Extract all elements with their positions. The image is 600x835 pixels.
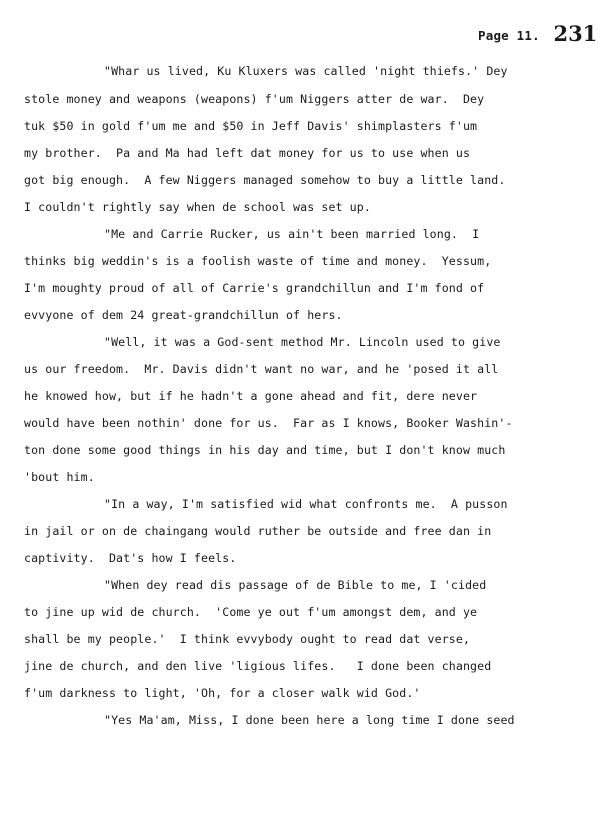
stamped-page-number: 231 [553, 21, 598, 46]
page-header [478, 20, 597, 45]
text-line: tuk $50 in gold f'um me and $50 in Jeff Davis' shimplasters f'um [24, 119, 478, 133]
text-line: in jail or on de chaingang would ruther be outside and free dan in [24, 524, 492, 538]
text-line: "When dey read dis passage of de Bible to me, I 'cided [104, 578, 487, 592]
text-line: to jine up wid de church. 'Come ye out f'um amongst dem, and ye [24, 605, 478, 619]
text-line: jine de church, and den live 'ligious lifes. I done been changed [24, 659, 492, 673]
text-line: my brother. Pa and Ma had left dat money for us to use when us [24, 146, 471, 160]
text-line: got big enough. A few Niggers managed somehow to buy a little land. [24, 173, 506, 187]
text-line: us our freedom. Mr. Davis didn't want no war, and he 'posed it all [24, 362, 499, 376]
text-line: "Well, it was a God-sent method Mr. Lincoln used to give [104, 335, 501, 349]
text-line: I couldn't rightly say when de school was set up. [24, 200, 371, 214]
text-line: ton done some good things in his day and time, but I don't know much [24, 443, 506, 457]
text-line: he knowed how, but if he hadn't a gone ahead and fit, dere never [24, 389, 478, 403]
text-line: "In a way, I'm satisfied wid what confronts me. A pusson [104, 497, 508, 511]
text-line: shall be my people.' I think evvybody ought to read dat verse, [24, 632, 471, 646]
text-line: "Whar us lived, Ku Kluxers was called 'night thiefs.' Dey [104, 64, 508, 78]
text-line: "Yes Ma'am, Miss, I done been here a long time I done seed [104, 713, 515, 727]
text-line: I'm moughty proud of all of Carrie's grandchillun and I'm fond of [24, 281, 485, 295]
page-label: Page 11. [478, 28, 540, 43]
text-line: thinks big weddin's is a foolish waste of time and money. Yessum, [24, 254, 492, 268]
text-line: 'bout him. [24, 470, 95, 484]
text-line: would have been nothin' done for us. Far as I knows, Booker Washin'- [24, 416, 513, 430]
text-line: captivity. Dat's how I feels. [24, 551, 237, 565]
text-line: f'um darkness to light, 'Oh, for a closer walk wid God.' [24, 686, 421, 700]
text-line: "Me and Carrie Rucker, us ain't been married long. I [104, 227, 480, 241]
text-line: evvyone of dem 24 great-grandchillun of hers. [24, 308, 343, 322]
text-line: stole money and weapons (weapons) f'um Niggers atter de war. Dey [24, 92, 485, 106]
